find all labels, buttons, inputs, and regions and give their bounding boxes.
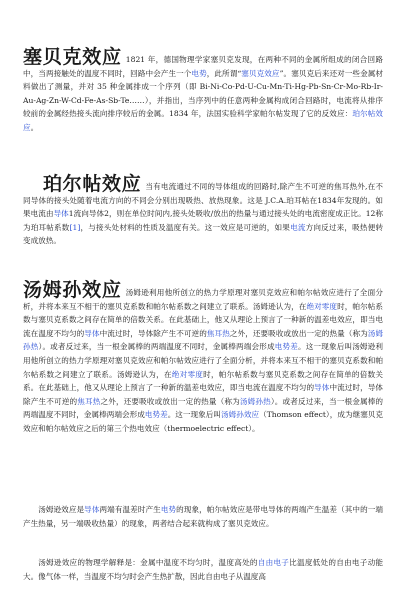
section-seebeck [23, 46, 383, 135]
hyperlink[interactable]: 电势差 [144, 410, 168, 420]
hyperlink[interactable]: 汤姆孙热 [23, 328, 384, 352]
hyperlink[interactable]: 绝对零度 [171, 369, 204, 379]
relation-text [23, 505, 383, 528]
hyperlink[interactable]: 自由电子 [257, 558, 290, 567]
hyperlink[interactable]: 电流 [290, 222, 306, 232]
thomson-paragraph [23, 288, 383, 433]
hyperlink[interactable]: 珀尔帖效应 [23, 109, 383, 132]
hyperlink[interactable]: 塞贝克效应 [241, 68, 280, 78]
hyperlink[interactable]: 导体 [84, 328, 100, 338]
hyperlink[interactable]: [1] [69, 222, 81, 232]
seebeck-paragraph [23, 55, 383, 132]
text-run: ”。塞贝克后来还对一些金属材料做出了测量，并对 35 种金属排成一个序列（即 Bi-Ni-Co-Pd-U-Cu-Mn-Ti-Hg-Pb-Sn-Cr-Mo-Rb-Ir-Au-Ag-Zn-W-Cd-Fe-As-Sb-Te……），并指出，当序列中的任意两种金属构成闭合回路时，电流将从排序较前的金属经热接头流向排序较后的金属。1834 年，法国实验科学家帕尔帖发现了它的反效应： [23, 68, 383, 119]
text-run: 方向反过来，吸热便转变成放热。 [23, 222, 384, 246]
hyperlink[interactable]: 导体 [314, 383, 330, 393]
hyperlink[interactable]: 汤姆孙效应 [221, 410, 260, 420]
text-run: 时，帕尔帖系数与塞贝克系数之间存在简单的倍数关系。在此基础上，他又从理论上预言了一种新的温差电效应，即当电流在温度不均匀的 [23, 369, 384, 393]
hyperlink[interactable]: 焦耳热 [206, 328, 230, 338]
explanation-text [23, 558, 383, 581]
heading-peltier: 珀尔帖效应 [43, 173, 142, 195]
hyperlink[interactable]: 导体 [53, 209, 69, 219]
hyperlink[interactable]: 绝对零度 [306, 301, 338, 311]
text-run: 汤姆逊效应是 [38, 505, 85, 514]
hyperlink[interactable]: 汤姆孙热 [239, 396, 271, 406]
text-run: 的现象，帕尔帖效应是带电导体的两端产生温差（其中的一端产生热量，另一端吸收热量）的现象，两者结合起来就构成了塞贝克效应。 [23, 505, 383, 528]
text-run: 中流过时，导体除产生不可逆的 [99, 328, 207, 338]
text-run: 中流过时，导体除产生不可逆的 [23, 383, 384, 406]
hyperlink[interactable]: 电势差 [274, 342, 298, 352]
text-run: 两端有温差时产生 [99, 505, 161, 514]
hyperlink[interactable]: 焦耳热 [77, 396, 101, 406]
text-run: 1821 年，德国物理学家塞贝克发现，在两种不同的金属所组成的闭合回路中，当两接触处的温度不同时，回路中会产生一个 [23, 55, 383, 78]
text-run: ，与接头处材料的性质及温度有关。这一效应是可逆的，如果 [80, 222, 291, 232]
text-run: 1流向导体2，则在单位时间内,接头处吸收/放出的热量与通过接头处的电流密度成正比。12称为珀耳帖系数 [23, 209, 384, 232]
text-run: 之外，还要吸收或放出一定的热量（称为 [229, 328, 368, 338]
paragraph-thomson-explanation [23, 556, 383, 583]
text-run: （Thomson effect），成为继塞贝克效应和帕尔帖效应之后的第三个热电效应（thermoelectric effect）。 [23, 410, 384, 433]
text-run: 汤姆逊利用他所创立的热力学原理对塞贝克效应和帕尔帖效应进行了全面分析，并将本来互不相干的塞贝克系数和帕尔帖系数之间建立了联系。汤姆逊认为，在 [23, 288, 383, 311]
text-run: ）。或者反过来，当一根金属棒的两端温度不同时，金属棒两端会形成 [38, 342, 275, 352]
text-run: 汤姆逊效应的物理学解释是：金属中温度不均匀时，温度高处的 [38, 558, 258, 567]
text-run: 。这一现象后叫汤姆逊利用他所创立的热力学原理对塞贝克效应和帕尔帖效应进行了全面分析，并将本来互不相干的塞贝克系数和帕尔帖系数之间建立了联系。汤姆逊认为，在 [23, 342, 384, 379]
section-thomson [23, 279, 384, 436]
text-run: ，此所谓“ [206, 68, 242, 78]
hyperlink[interactable]: 电势 [160, 505, 177, 514]
heading-seebeck: 塞贝克效应 [23, 46, 122, 68]
text-run: 比温度低处的自由电子动能大。像气体一样，当温度不均匀时会产生热扩散，因此自由电子从温度高 [23, 558, 384, 581]
text-run: 时，帕尔帖系数与塞贝克系数之间存在简单的倍数关系。在此基础上，他又从理论上预言了一种新的温差电效应，即当电流在温度不均匀的 [23, 301, 384, 338]
text-run: 当有电流通过不同的导体组成的回路时,除产生不可逆的焦耳热外,在不同导体的接头处随着电流方向的不同会分别出现吸热、放热现象。这是 J.C.A.珀耳帖在1834年发现的。如果电流由 [23, 182, 383, 219]
heading-thomson: 汤姆孙效应 [23, 279, 122, 301]
text-run: 。 [30, 122, 39, 132]
text-run: ）。或者反过来，当一根金属棒的两端温度不同时，金属棒两端会形成 [23, 396, 384, 420]
text-run: 。这一现象后叫 [167, 410, 221, 420]
text-run: 之外，还要吸收或放出一定的热量（称为 [100, 396, 240, 406]
paragraph-thomson-peltier-relation [23, 503, 383, 530]
hyperlink[interactable]: 导体 [84, 505, 100, 514]
hyperlink[interactable]: 电势 [191, 68, 207, 78]
section-peltier [23, 173, 384, 248]
